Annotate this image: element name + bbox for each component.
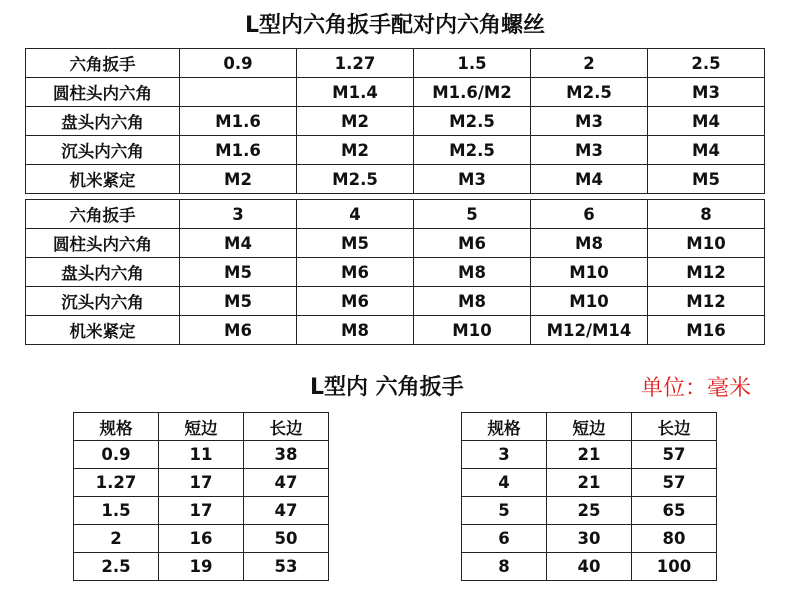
table-cell: M5	[180, 287, 297, 316]
table-cell: M6	[297, 258, 414, 287]
row-label-cell: 4	[462, 469, 547, 497]
table-cell: 65	[632, 497, 717, 525]
table-cell: 47	[244, 497, 329, 525]
wrench-screw-row	[26, 165, 765, 194]
table-cell: 8	[648, 200, 765, 229]
row-label-cell: 盘头内六角	[26, 258, 180, 287]
wrench-screw-table-2	[25, 199, 765, 345]
row-label-cell: 2.5	[74, 553, 159, 581]
table-cell: M4	[648, 136, 765, 165]
table-cell: 21	[547, 441, 632, 469]
table-cell: 100	[632, 553, 717, 581]
row-label-cell: 盘头内六角	[26, 107, 180, 136]
size-row	[462, 525, 717, 553]
table-cell: M16	[648, 316, 765, 345]
row-label-cell: 8	[462, 553, 547, 581]
table-cell: M4	[180, 229, 297, 258]
table-cell: 25	[547, 497, 632, 525]
table-cell: 2.5	[648, 49, 765, 78]
table-cell: M2	[180, 165, 297, 194]
table-cell: M6	[297, 287, 414, 316]
table-cell: 1.5	[414, 49, 531, 78]
wrench-size-table-left	[73, 412, 329, 581]
table-cell: 17	[159, 497, 244, 525]
size-row	[74, 553, 329, 581]
table-cell: M3	[531, 107, 648, 136]
wrench-size-table-right	[461, 412, 717, 581]
table-cell: M8	[531, 229, 648, 258]
size-row	[462, 441, 717, 469]
table-cell: M12/M14	[531, 316, 648, 345]
row-label-cell: 六角扳手	[26, 49, 180, 78]
row-label-cell: 沉头内六角	[26, 136, 180, 165]
table-cell: M5	[648, 165, 765, 194]
table-cell: M5	[297, 229, 414, 258]
table-cell: M3	[648, 78, 765, 107]
table-cell: 1.27	[297, 49, 414, 78]
table-cell: M2.5	[297, 165, 414, 194]
table-cell: 30	[547, 525, 632, 553]
row-label-cell: 机米紧定	[26, 316, 180, 345]
wrench-screw-row	[26, 258, 765, 287]
wrench-screw-row	[26, 287, 765, 316]
table-cell: 21	[547, 469, 632, 497]
table-cell: M6	[414, 229, 531, 258]
size-row	[74, 525, 329, 553]
row-label-cell: 沉头内六角	[26, 287, 180, 316]
unit-label: 单位：毫米	[641, 376, 752, 401]
table-cell: 4	[297, 200, 414, 229]
row-label-cell: 圆柱头内六角	[26, 229, 180, 258]
row-label-cell: 1.27	[74, 469, 159, 497]
size-row	[462, 469, 717, 497]
table-cell: M1.6	[180, 136, 297, 165]
table-cell: M2	[297, 107, 414, 136]
table-cell: M3	[414, 165, 531, 194]
table-cell: M2.5	[414, 136, 531, 165]
size-row	[462, 553, 717, 581]
page-title: L型内六角扳手配对内六角螺丝	[244, 13, 546, 38]
wrench-screw-row	[26, 316, 765, 345]
table-cell: 38	[244, 441, 329, 469]
table-cell: 11	[159, 441, 244, 469]
table-cell: M10	[414, 316, 531, 345]
table-header-row	[462, 413, 717, 441]
size-row	[74, 469, 329, 497]
row-label-cell: 3	[462, 441, 547, 469]
table-cell: M8	[297, 316, 414, 345]
table-cell: 短边	[159, 413, 244, 441]
table-header-row	[74, 413, 329, 441]
table-cell: 80	[632, 525, 717, 553]
table-cell: M10	[531, 258, 648, 287]
table-cell: 57	[632, 469, 717, 497]
wrench-screw-row	[26, 78, 765, 107]
row-label-cell: 规格	[74, 413, 159, 441]
table-cell: 长边	[244, 413, 329, 441]
table-cell: M2.5	[531, 78, 648, 107]
table-cell: M4	[648, 107, 765, 136]
row-label-cell: 1.5	[74, 497, 159, 525]
table-cell: 16	[159, 525, 244, 553]
table-header-row	[26, 200, 765, 229]
table-header-row	[26, 49, 765, 78]
table-cell: M1.6	[180, 107, 297, 136]
table-cell: M6	[180, 316, 297, 345]
size-row	[74, 441, 329, 469]
table-cell: M12	[648, 287, 765, 316]
table-cell: 17	[159, 469, 244, 497]
row-label-cell: 5	[462, 497, 547, 525]
table-cell: M8	[414, 287, 531, 316]
wrench-screw-row	[26, 107, 765, 136]
size-row	[74, 497, 329, 525]
table-cell: M1.6/M2	[414, 78, 531, 107]
size-row	[462, 497, 717, 525]
row-label-cell: 机米紧定	[26, 165, 180, 194]
wrench-screw-table-1	[25, 48, 765, 194]
table-cell: 短边	[547, 413, 632, 441]
table-cell: 5	[414, 200, 531, 229]
table-cell: M5	[180, 258, 297, 287]
wrench-screw-row	[26, 136, 765, 165]
row-label-cell: 0.9	[74, 441, 159, 469]
row-label-cell: 6	[462, 525, 547, 553]
table-cell: 长边	[632, 413, 717, 441]
table-cell: 50	[244, 525, 329, 553]
row-label-cell: 2	[74, 525, 159, 553]
table-cell: M3	[531, 136, 648, 165]
table-cell: M12	[648, 258, 765, 287]
table-cell: M10	[531, 287, 648, 316]
table-cell: 2	[531, 49, 648, 78]
wrench-screw-row	[26, 229, 765, 258]
table-cell: 57	[632, 441, 717, 469]
section-subtitle: L型内 六角扳手	[310, 375, 464, 400]
table-cell	[180, 78, 297, 107]
table-cell: M2.5	[414, 107, 531, 136]
table-cell: 3	[180, 200, 297, 229]
row-label-cell: 圆柱头内六角	[26, 78, 180, 107]
table-cell: M1.4	[297, 78, 414, 107]
table-cell: 47	[244, 469, 329, 497]
table-cell: M10	[648, 229, 765, 258]
row-label-cell: 规格	[462, 413, 547, 441]
row-label-cell: 六角扳手	[26, 200, 180, 229]
table-cell: M4	[531, 165, 648, 194]
table-cell: M8	[414, 258, 531, 287]
table-cell: 40	[547, 553, 632, 581]
table-cell: 0.9	[180, 49, 297, 78]
table-cell: 53	[244, 553, 329, 581]
table-cell: 19	[159, 553, 244, 581]
table-cell: 6	[531, 200, 648, 229]
table-cell: M2	[297, 136, 414, 165]
